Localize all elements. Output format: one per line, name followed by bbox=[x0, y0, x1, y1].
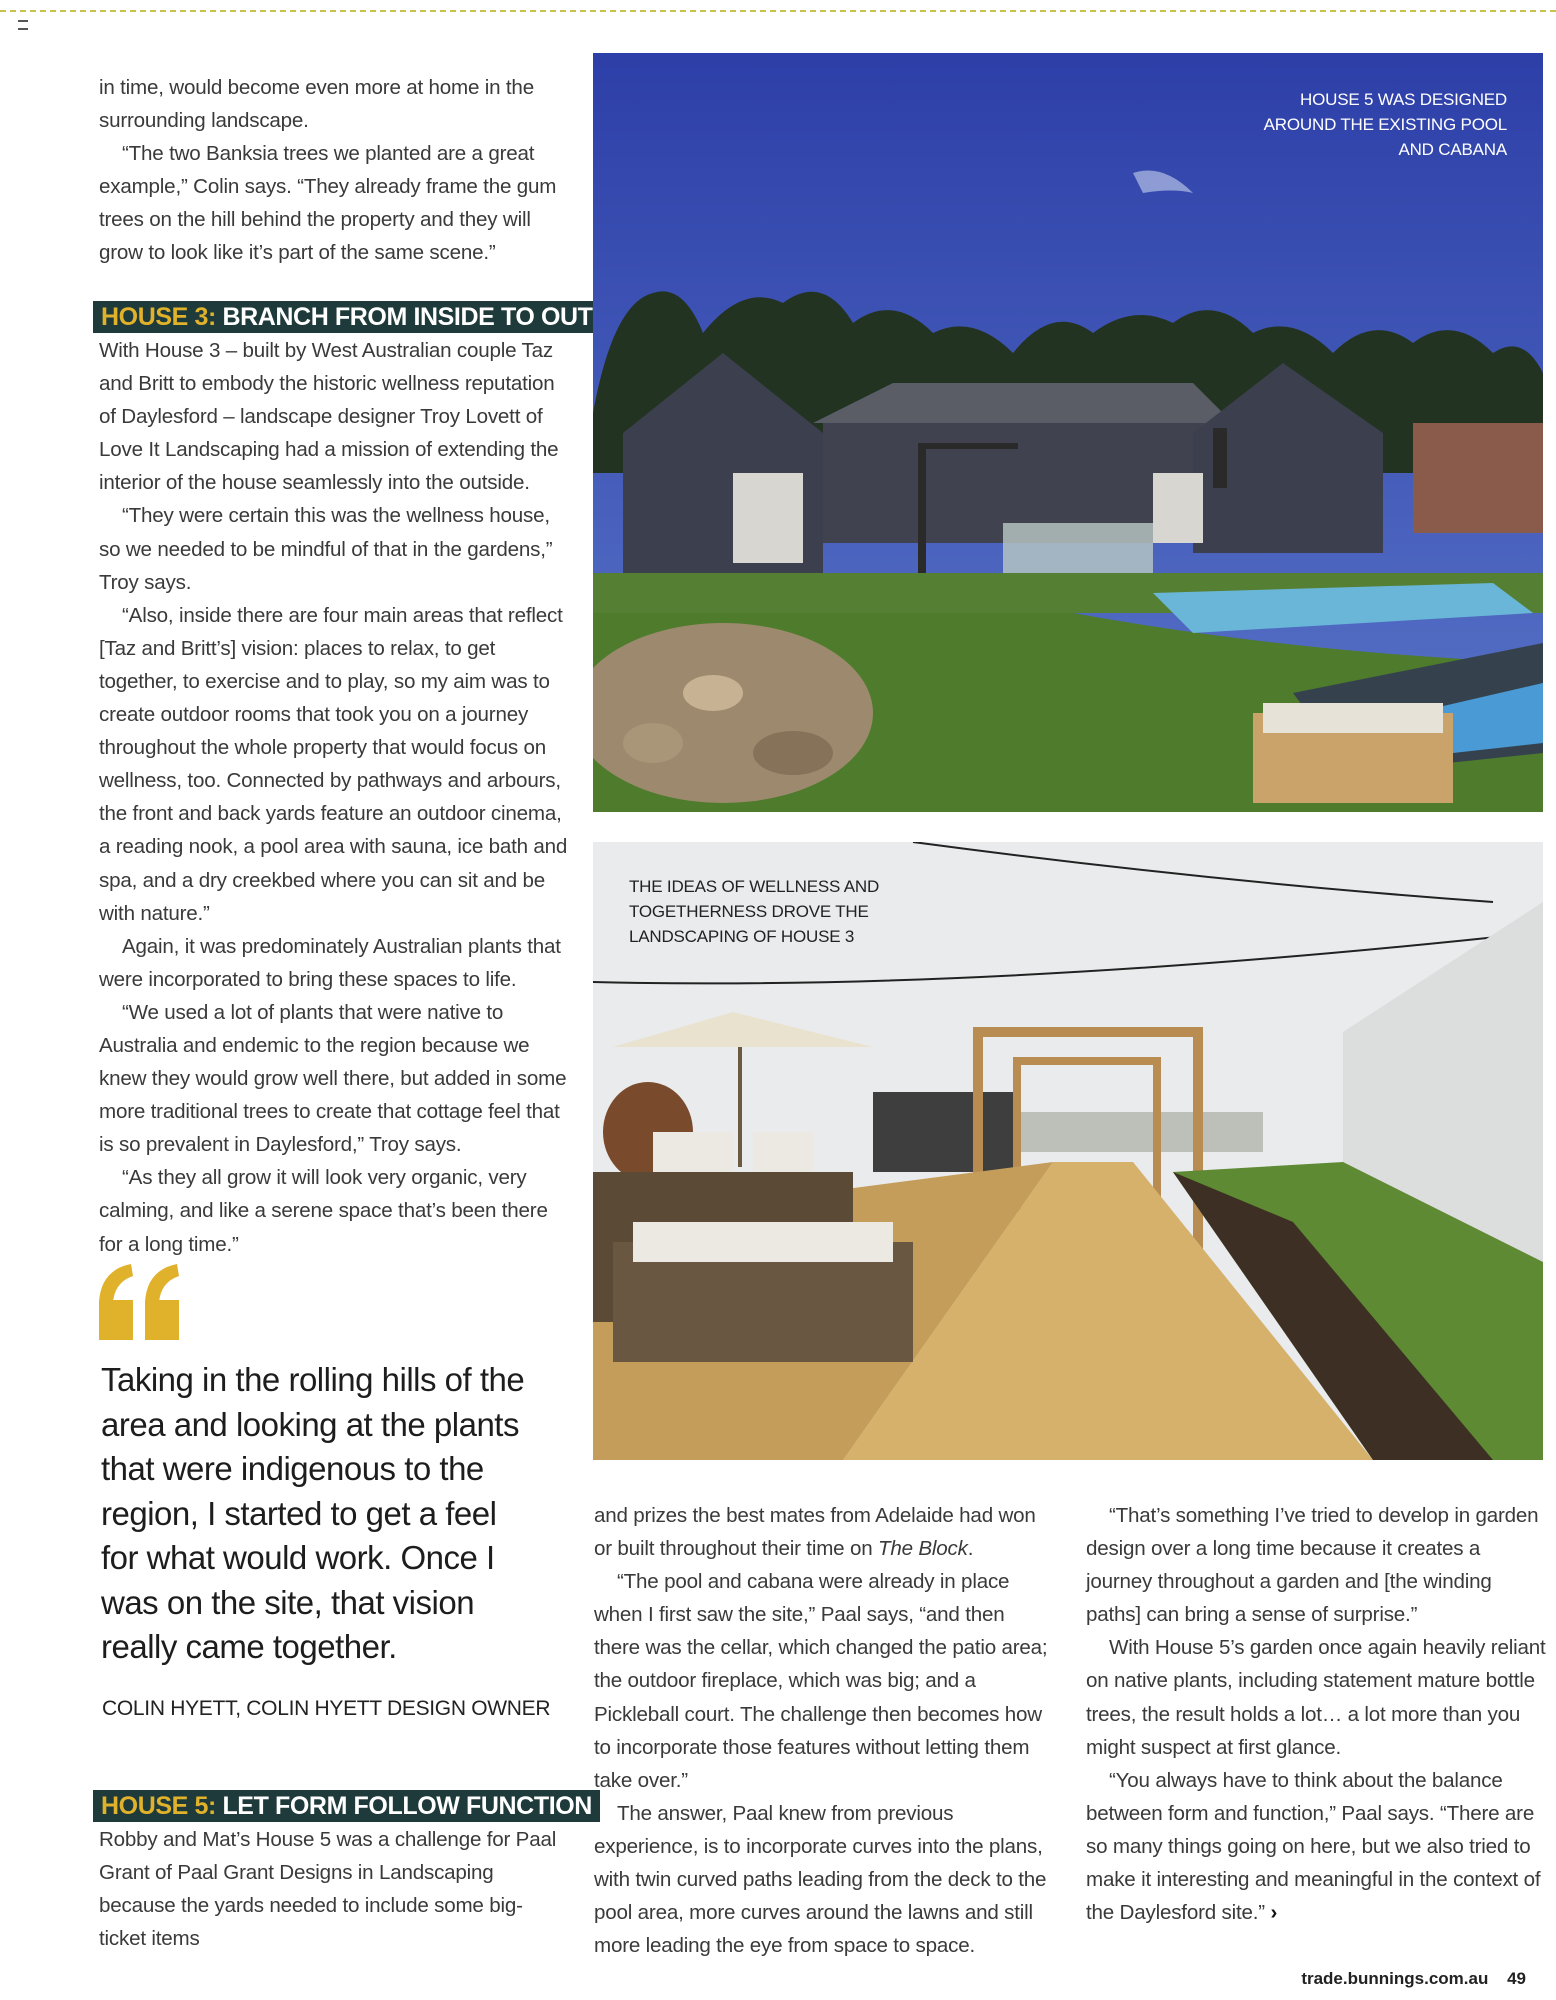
house3-photo bbox=[593, 842, 1543, 1460]
page-footer bbox=[1301, 1969, 1526, 1989]
top-dashed-rule bbox=[0, 10, 1556, 12]
house3-heading-title: BRANCH FROM INSIDE TO OUT bbox=[222, 303, 593, 331]
paragraph: “Also, inside there are four main areas that reflect [Taz and Britt’s] vision: places to relax, to get together, to exercise and to play, so my aim was to create outdoor rooms that took you on a journey throughout the whole property that would focus on wellness, too. Connected by pathways and arbours, the front and back yards feature an outdoor cinema, a reading nook, a pool area with sauna, ice bath and spa, and a dry creekbed where you can sit and be with nature.” bbox=[99, 603, 568, 925]
house5-heading-label: HOUSE 5: bbox=[101, 1792, 216, 1820]
paragraph-text: . bbox=[967, 1537, 974, 1561]
house5-heading-title: LET FORM FOLLOW FUNCTION bbox=[222, 1792, 592, 1820]
left-column-house5 bbox=[99, 1823, 569, 1955]
house5-photo-caption: HOUSE 5 WAS DESIGNED AROUND THE EXISTING POOL AND CABANA bbox=[1263, 90, 1507, 159]
paragraph: With House 3 – built by West Australian couple Taz and Britt to embody the historic wellness reputation of Daylesford – landscape designer Troy Lovett of Love It Landscaping had a mission of extending the interior of the house seamlessly into the outside. bbox=[99, 339, 559, 495]
paragraph-text: “You always have to think about the balance between form and function,” Paal says. “There are so many things going on here, but we also tried to make it interesting and meaningful in the context of the Daylesford site.” bbox=[1086, 1768, 1541, 1925]
house3-photo-caption: THE IDEAS OF WELLNESS AND TOGETHERNESS DROVE THE LANDSCAPING OF HOUSE 3 bbox=[629, 877, 880, 946]
page-number: 49 bbox=[1507, 1969, 1526, 1988]
paragraph: Again, it was predominately Australian plants that were incorporated to bring these spaces to life. bbox=[99, 934, 561, 991]
house3-heading bbox=[93, 301, 601, 333]
paragraph bbox=[594, 1499, 1054, 1565]
pull-quote: Taking in the rolling hills of the area and looking at the plants that were indigenous to the region, I started to get a feel for what would work. Once I was on the site, that vision really came together. bbox=[101, 1361, 525, 1665]
paragraph: “As they all grow it will look very organic, very calming, and like a serene space that’s been there for a long time.” bbox=[99, 1166, 548, 1256]
end-mark-icon: › bbox=[1270, 1901, 1278, 1925]
paragraph-text: and prizes the best mates from Adelaide had won or built throughout their time on bbox=[594, 1504, 1036, 1561]
paragraph: “The pool and cabana were already in place when I first saw the site,” Paal says, “and then there was the cellar, which changed the patio area; the outdoor fireplace, which was big; and a Pickleball court. The challenge then becomes how to incorporate those features without letting them take over.” bbox=[594, 1570, 1048, 1792]
paragraph: The answer, Paal knew from previous experience, is to incorporate curves into the plans, with twin curved paths leading from the deck to the pool area, more curves around the lawns and still more leading the eye from space to space. bbox=[594, 1801, 1047, 1958]
house5-photo-illustration bbox=[593, 53, 1543, 812]
house5-photo bbox=[593, 53, 1543, 812]
paragraph: “We used a lot of plants that were native to Australia and endemic to the region because we knew they would grow well there, but added in some more traditional trees to create that cottage feel that is so prevalent in Daylesford,” Troy says. bbox=[99, 1000, 567, 1157]
corner-mark bbox=[18, 20, 28, 30]
footer-url: trade.bunnings.com.au bbox=[1301, 1969, 1489, 1988]
middle-column bbox=[594, 1499, 1054, 1962]
paragraph: Robby and Mat’s House 5 was a challenge for Paal Grant of Paal Grant Designs in Landscaping because the yards needed to include some big-ticket items bbox=[99, 1828, 557, 1951]
paragraph bbox=[1086, 1764, 1546, 1929]
paragraph: “That’s something I’ve tried to develop in garden design over a long time because it creates a journey throughout a garden and [the winding paths] can bring a sense of surprise.” bbox=[1086, 1504, 1539, 1627]
quote-credit: COLIN HYETT, COLIN HYETT DESIGN OWNER bbox=[102, 1697, 551, 1720]
paragraph: With House 5’s garden once again heavily reliant on native plants, including statement mature bottle trees, the result holds a lot… a lot more than you might suspect at first glance. bbox=[1086, 1636, 1546, 1759]
right-column bbox=[1086, 1499, 1546, 1929]
left-column-top bbox=[99, 71, 569, 270]
paragraph: “They were certain this was the wellness house, so we needed to be mindful of that in the gardens,” Troy says. bbox=[99, 504, 553, 594]
quote-mark-icon bbox=[97, 1262, 187, 1342]
house3-heading-label: HOUSE 3: bbox=[101, 303, 216, 331]
show-title: The Block bbox=[877, 1537, 968, 1561]
house5-heading bbox=[93, 1790, 600, 1822]
paragraph: “The two Banksia trees we planted are a great example,” Colin says. “They already frame the gum trees on the hill behind the property and they will grow to look like it’s part of the same scene.” bbox=[99, 142, 557, 265]
left-column-house3 bbox=[99, 334, 569, 1261]
paragraph: in time, would become even more at home in the surrounding landscape. bbox=[99, 76, 534, 133]
